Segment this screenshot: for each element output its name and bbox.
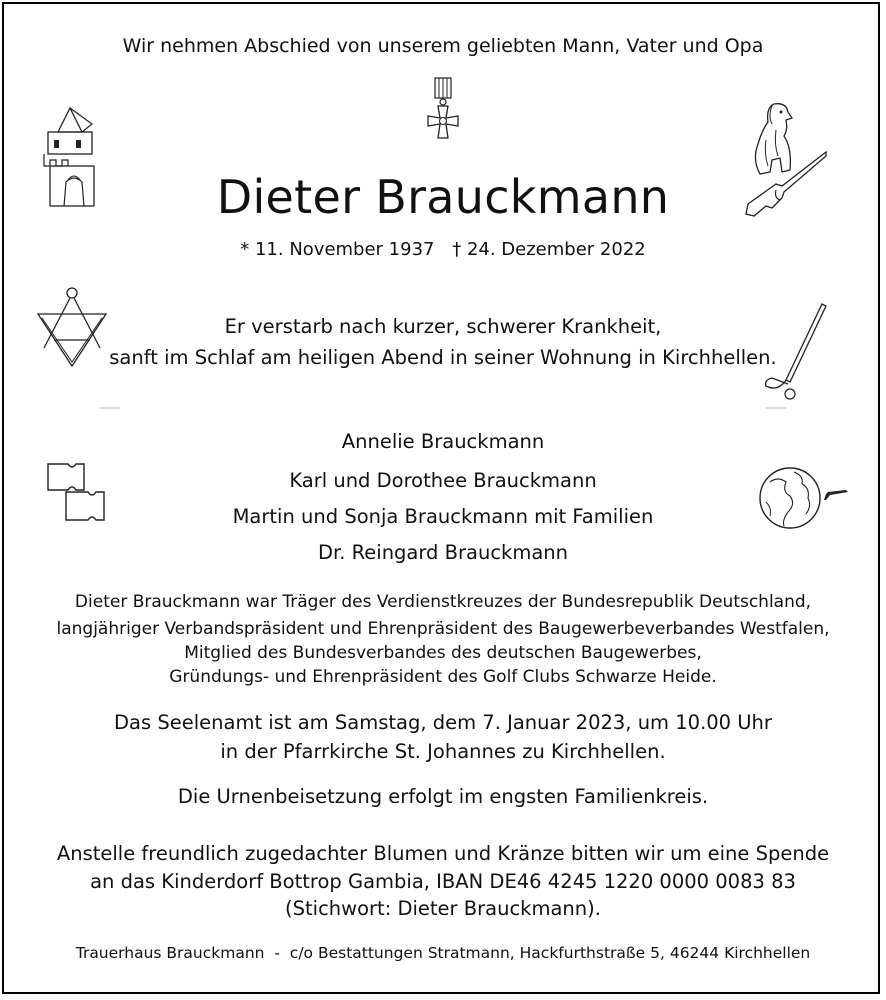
service-line-2: in der Pfarrkirche St. Johannes zu Kirchhellen. — [220, 740, 666, 763]
donation-line-1: Anstelle freundlich zugedachter Blumen und Kränze bitten wir um eine Spende — [56, 842, 830, 865]
biography-line-1: Dieter Brauckmann war Träger des Verdienstkreuzes der Bundesrepublik Deutschland, — [74, 592, 812, 612]
burial-note: Die Urnenbeisetzung erfolgt im engsten Familienkreis. — [177, 785, 709, 808]
donation-line-2: an das Kinderdorf Bottrop Gambia, IBAN DE46 4245 1220 0000 0083 83 — [90, 870, 796, 893]
intro-line: Wir nehmen Abschied von unserem geliebten Mann, Vater und Opa — [122, 35, 764, 57]
birth-date: * 11. November 1937 — [240, 239, 435, 260]
family-member: Karl und Dorothee Brauckmann — [289, 469, 597, 492]
mourning-house-address: Trauerhaus Brauckmann - c/o Bestattungen Stratmann, Hackfurthstraße 5, 46244 Kirchhellen — [75, 944, 811, 962]
biography-line-4: Gründungs- und Ehrenpräsident des Golf Clubs Schwarze Heide. — [169, 667, 717, 687]
death-notice-line-2: sanft im Schlaf am heiligen Abend in seiner Wohnung in Kirchhellen. — [109, 346, 777, 369]
family-member: Dr. Reingard Brauckmann — [317, 541, 569, 564]
biography-line-3: Mitglied des Bundesverbandes des deutschen Baugewerbes, — [184, 643, 702, 663]
divider-mark — [100, 406, 120, 410]
merit-cross-medal-icon — [420, 76, 466, 144]
divider-mark — [766, 406, 786, 410]
death-notice-line-1: Er verstarb nach kurzer, schwerer Krankheit, — [224, 315, 662, 338]
biography-line-2: langjähriger Verbandspräsident und Ehrenpräsident des Baugewerbeverbandes Westfalen, — [56, 619, 830, 639]
life-dates — [0, 239, 886, 260]
family-member: Annelie Brauckmann — [341, 430, 545, 453]
donation-line-3: (Stichwort: Dieter Brauckmann). — [285, 897, 601, 920]
death-date: † 24. Dezember 2022 — [452, 239, 646, 260]
deceased-name: Dieter Brauckmann — [216, 170, 670, 224]
family-member: Martin und Sonja Brauckmann mit Familien — [232, 505, 654, 528]
service-line-1: Das Seelenamt ist am Samstag, dem 7. Januar 2023, um 10.00 Uhr — [114, 711, 772, 734]
